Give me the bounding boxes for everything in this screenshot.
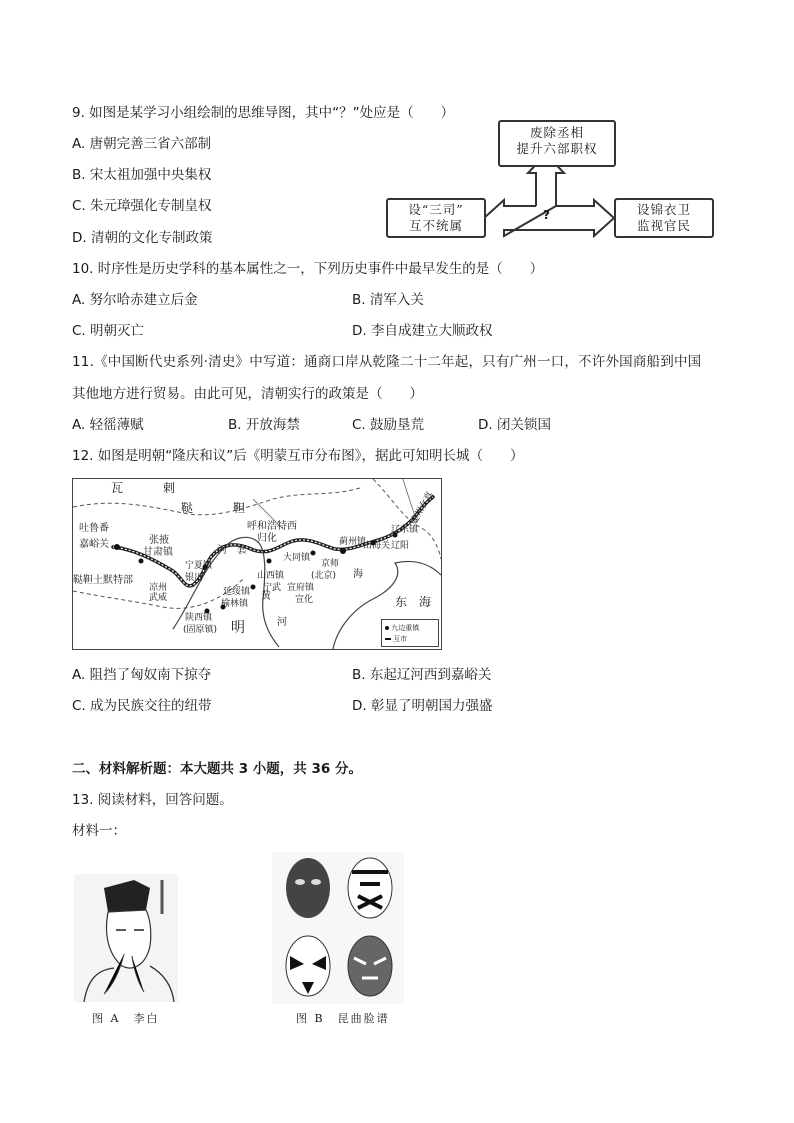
map-label-ningxia: 宁夏镇 [185, 561, 213, 571]
map-label-donghai: 东 海 [395, 595, 432, 609]
map-label-bohai: 海 [353, 569, 363, 580]
q12-option-b: B. 东起辽河西到嘉峪关 [352, 667, 492, 683]
map-legend [381, 619, 439, 647]
q10-stem: 10. 时序性是历史学科的基本属性之一，下列历史事件中最早发生的是（ ） [72, 261, 544, 277]
map-label-yansui: 延绥镇 [223, 587, 251, 597]
map-label-hetao: 河 套 [217, 545, 247, 556]
q11-stem-line2: 其他地方进行贸易。由此可见，清朝实行的政策是（ ） [72, 386, 423, 402]
q9-option-a: A. 唐朝完善三省六部制 [72, 136, 212, 152]
q11-option-b: B. 开放海禁 [228, 417, 300, 433]
q12-option-d: D. 彰显了明朝国力强盛 [352, 698, 493, 714]
map-label-shanhaiguan: 山海关 [363, 541, 391, 551]
map-label-liaoyang: 辽阳 [391, 541, 410, 551]
map-label-huang: 黄 [261, 591, 271, 602]
q12-option-c: C. 成为民族交往的纽带 [72, 698, 212, 714]
kunqu-masks-drawing [272, 852, 404, 1004]
kunqu-masks [272, 852, 404, 1004]
map-label-dan: 靼 [233, 501, 246, 515]
ming-mongol-trade-map [72, 478, 442, 650]
mindmap-top-box [498, 120, 616, 167]
mindmap-left-box [386, 198, 486, 238]
mindmap-top-line2: 提升六部职权 [516, 141, 598, 156]
map-label-wala: 瓦 [111, 481, 124, 495]
map-label-tumote: 鞑靼土默特部 [73, 575, 133, 586]
section-2-header: 二、材料解析题：本大题共 3 小题，共 36 分。 [72, 761, 362, 777]
map-label-da: 鞑 [181, 501, 194, 515]
q11-option-c: C. 鼓励垦荒 [352, 417, 425, 433]
q9-option-b: B. 宋太祖加强中央集权 [72, 167, 212, 183]
mindmap-right-box [614, 198, 714, 238]
map-label-guihua: 归化 [257, 533, 277, 544]
q11-option-a: A. 轻徭薄赋 [72, 417, 144, 433]
q10-option-b: B. 清军入关 [352, 292, 424, 308]
q10-option-c: C. 明朝灭亡 [72, 323, 145, 339]
map-label-liangzhou: 凉州 [149, 583, 168, 593]
map-label-he: 河 [277, 617, 287, 628]
q9-option-c: C. 朱元璋强化专制皇权 [72, 198, 212, 214]
map-label-ming: 明 [231, 620, 245, 636]
li-bai-drawing [74, 874, 178, 1002]
map-label-huhehaote: 呼和浩特西 [247, 521, 297, 532]
figure-b-caption: 图 B 昆曲脸谱 [296, 1012, 390, 1025]
map-label-yinchuan: 银川 [185, 573, 204, 583]
legend-label-trade-market: 互市 [393, 635, 408, 643]
mindmap-left-line1: 设“三司” [408, 202, 464, 217]
q11-stem-line1: 11.《中国断代史系列·清史》中写道：通商口岸从乾隆二十二年起，只有广州一口，不许外国商船到中国 [72, 354, 702, 370]
map-label-gansu-zhen: 甘肃镇 [143, 547, 173, 558]
map-label-jingshi: 京师 [321, 559, 340, 569]
mindmap-top-line1: 废除丞相 [529, 125, 584, 140]
q10-option-a: A. 努尔哈赤建立后金 [72, 292, 198, 308]
map-label-turpan: 吐鲁番 [79, 523, 109, 534]
map-label-ningwu: 宁武 [263, 583, 282, 593]
map-label-la: 剌 [163, 481, 176, 495]
map-label-jiayuguan: 嘉峪关 [79, 539, 109, 550]
mindmap-question-mark: ? [543, 208, 550, 222]
map-label-shanxi-zhen: 山西镇 [257, 571, 285, 581]
map-label-yulin: 榆林镇 [221, 599, 249, 609]
mindmap-right-line1: 设锦衣卫 [636, 202, 691, 217]
q13-stem: 13. 阅读材料，回答问题。 [72, 792, 233, 808]
q9-option-d: D. 清朝的文化专制政策 [72, 230, 213, 246]
q12-option-a: A. 阻挡了匈奴南下掠夺 [72, 667, 212, 683]
mindmap-right-line2: 监视官民 [636, 218, 691, 233]
q11-option-d: D. 闭关锁国 [478, 417, 551, 433]
map-label-jianzhou: 建州女真 [409, 490, 436, 527]
map-label-zhangye: 张掖 [149, 535, 169, 546]
map-label-liaodong: 辽东镇 [391, 525, 419, 535]
figure-a-caption: 图 A 李白 [92, 1012, 160, 1025]
li-bai-portrait [74, 874, 178, 1002]
map-label-datong: 大同镇 [283, 553, 311, 563]
map-label-xuanhua: 宣化 [295, 595, 314, 605]
q9-stem: 9. 如图是某学习小组绘制的思维导图，其中“？”处应是（ ） [72, 105, 455, 121]
map-label-guyuan: (固原镇) [183, 625, 218, 635]
legend-label-border-towns: 九边重镇 [391, 624, 420, 632]
map-label-beijing: (北京) [311, 571, 337, 581]
q13-material-label: 材料一： [72, 823, 126, 839]
map-label-wuwei: 武威 [149, 593, 168, 603]
map-label-shaanxi-zhen: 陕西镇 [185, 613, 213, 623]
mindmap-left-line2: 互不统属 [408, 218, 463, 233]
map-label-xuanfu: 宣府镇 [287, 583, 315, 593]
q10-option-d: D. 李自成建立大顺政权 [352, 323, 493, 339]
q12-stem: 12. 如图是明朝“隆庆和议”后《明蒙互市分布图》，据此可知明长城（ ） [72, 448, 524, 464]
map-label-jizhou: 蓟州镇 [339, 537, 367, 547]
